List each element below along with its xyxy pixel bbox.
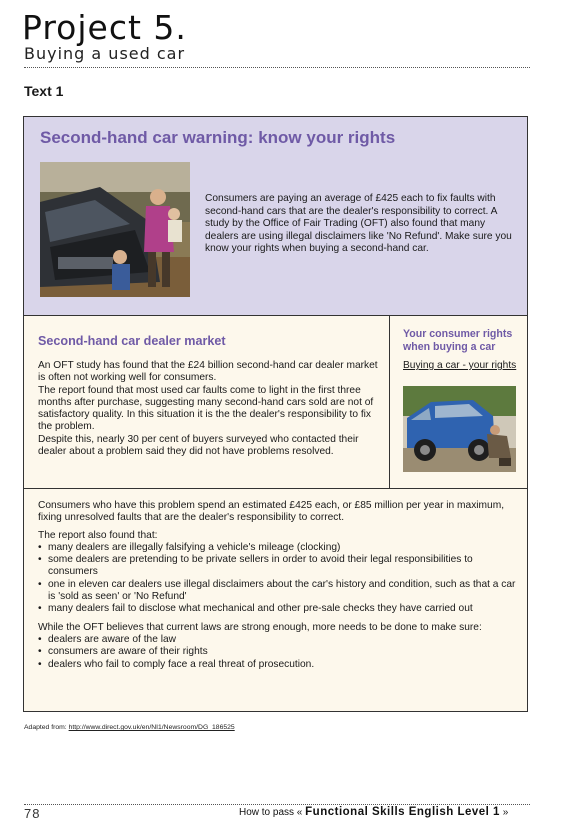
footer-title [239, 806, 508, 818]
list-item: • dealers who fail to comply face a real threat of prosecution. [38, 659, 518, 671]
warning-headline: Second-hand car warning: know your rights [40, 128, 396, 147]
footer-prefix: How to pass « [239, 807, 303, 818]
oft-intro: While the OFT believes that current laws are strong enough, more needs to be done to make sure: [38, 621, 482, 633]
rights-link[interactable]: Buying a car - your rights [403, 360, 517, 371]
page-title: Project 5. [22, 8, 187, 47]
source-credit [24, 724, 235, 731]
list-item: • many dealers are illegally falsifying a vehicle's mileage (clocking) [38, 542, 518, 554]
car-inspection-photo [403, 386, 516, 472]
report-intro: The report also found that: [38, 529, 158, 541]
source-link[interactable]: http://www.direct.gov.uk/en/NI1/Newsroom/DG_186525 [68, 724, 235, 731]
warning-body: Consumers are paying an average of £425 each to fix faults with second-hand cars that are the dealer's responsibility to correct. A study by the Office of Fair Trading (OFT) also found that many dealers are using illegal disclaimers like 'No Refund'. Make sure you know your rights when buying a second-hand car. [205, 193, 512, 255]
findings-intro: Consumers who have this problem spend an estimated £425 each, or £85 million per year in maximum, fixing unresolved faults that are the dealer's responsibility to correct. [38, 500, 505, 524]
oft-list [38, 634, 518, 671]
source-prefix: Adapted from: [24, 724, 67, 731]
market-heading: Second-hand car dealer market [38, 334, 226, 348]
list-item: • one in eleven car dealers use illegal disclaimers about the car's history and condition, such as that a car is 'sold as seen' or 'No Refund' [38, 579, 518, 604]
family-car-photo [40, 162, 190, 297]
text-label: Text 1 [24, 83, 64, 99]
page-subtitle: Buying a used car [24, 44, 186, 63]
header-divider [24, 67, 530, 68]
report-list [38, 542, 518, 616]
rights-heading: Your consumer rights when buying a car [403, 328, 513, 353]
market-paragraph: Despite this, nearly 30 per cent of buyers surveyed who contacted their dealer about a problem said they did not have problems resolved. [38, 433, 359, 458]
page-number: 78 [24, 806, 41, 821]
market-paragraph: An OFT study has found that the £24 billion second-hand car dealer market is often not working well for consumers. [38, 360, 378, 384]
market-paragraph: The report found that most used car faults come to light in the first three months after purchase, suggesting many second-hand cars sold are not of satisfactory quality. In this situation it is the the dealer's responsibility to fix the problem. [38, 384, 374, 433]
list-item: • many dealers fail to disclose what mechanical and other pre-sale checks they have carried out [38, 603, 518, 615]
market-body [38, 360, 378, 458]
list-item: • dealers are aware of the law [38, 634, 518, 646]
list-item: • consumers are aware of their rights [38, 646, 518, 658]
book-title: Functional Skills English Level 1 [305, 806, 500, 818]
footer-suffix: » [502, 807, 509, 818]
list-item: • some dealers are pretending to be private sellers in order to avoid their legal responsibilities to consumers [38, 554, 518, 579]
findings-body [38, 500, 518, 675]
footer-divider [24, 804, 530, 805]
